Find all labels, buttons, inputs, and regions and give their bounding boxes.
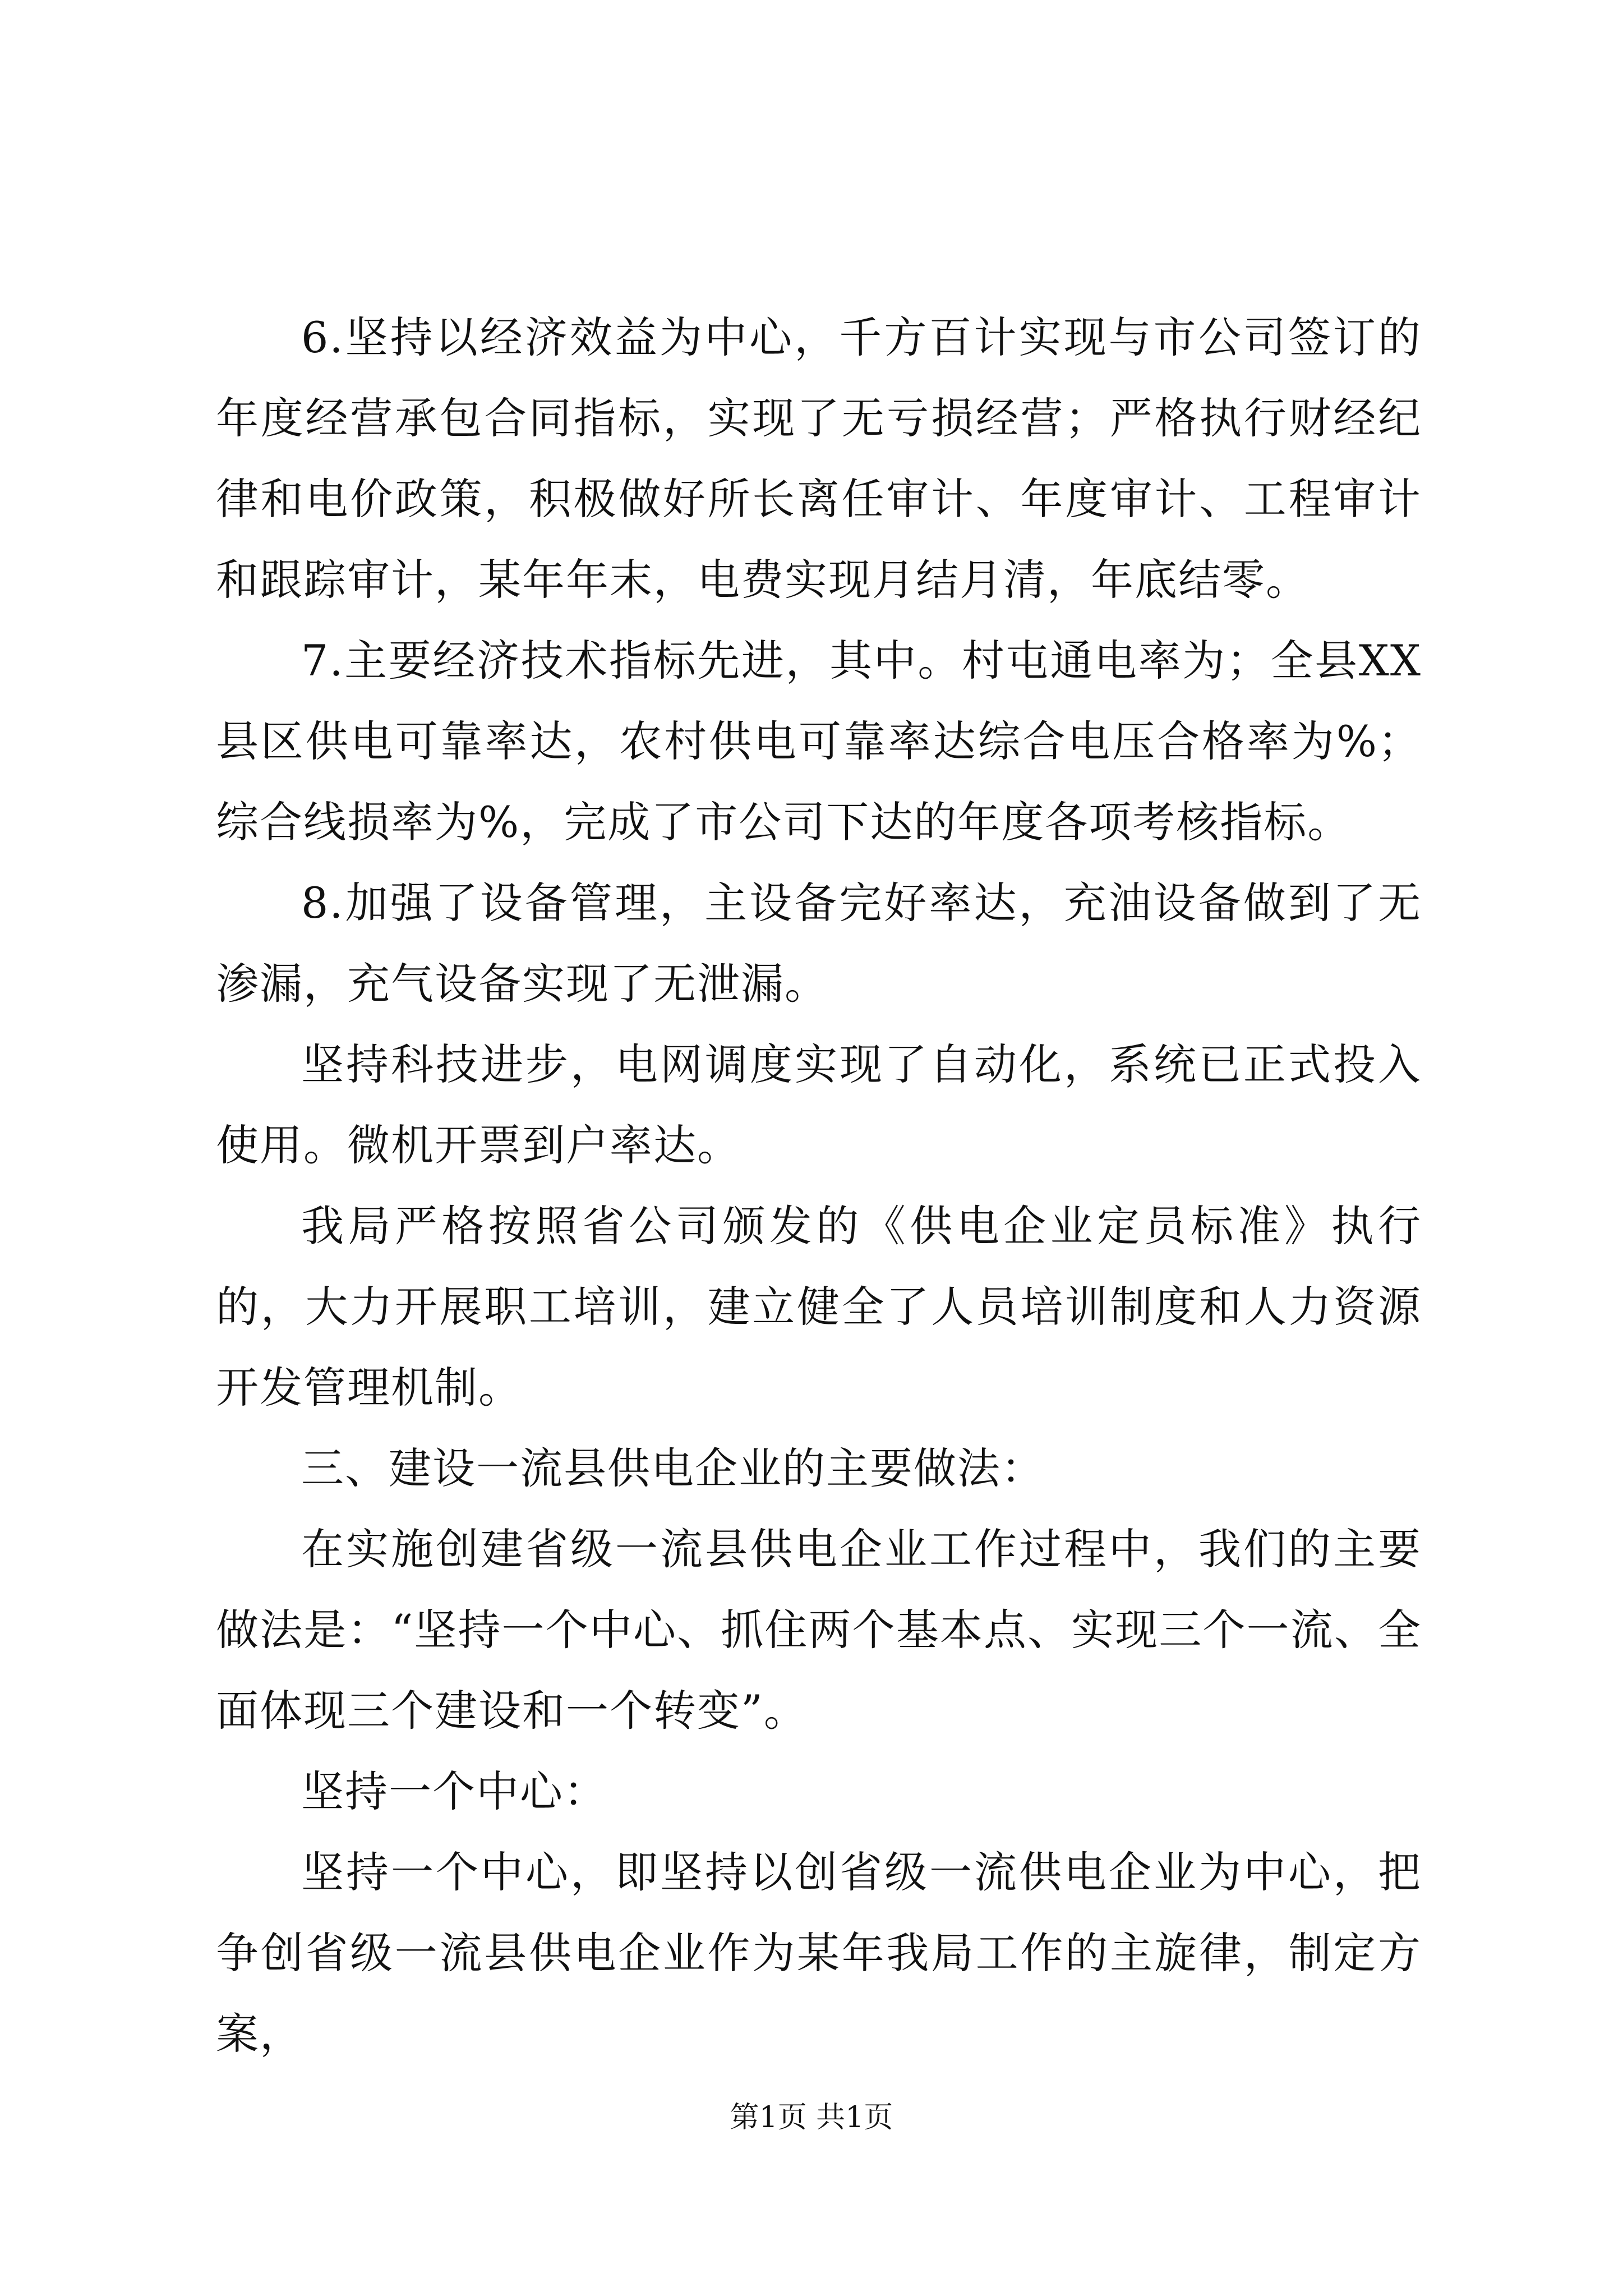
paragraph-7: 在实施创建省级一流县供电企业工作过程中，我们的主要做法是：“坚持一个中心、抓住两个基本点、实现三个一流、全面体现三个建设和一个转变”。 [216, 1524, 1422, 1736]
document-body [216, 297, 1422, 2074]
subsection-heading: 坚持一个中心： [301, 1766, 607, 1816]
paragraph-2: 7.主要经济技术指标先进，其中。村屯通电率为；全县XX县区供电可靠率达，农村供电可靠率达综合电压合格率为%；综合线损率为%，完成了市公司下达的年度各项考核指标。 [216, 636, 1422, 847]
paragraph-9: 坚持一个中心，即坚持以创省级一流供电企业为中心，把争创省级一流县供电企业作为某年我局工作的主旋律，制定方案， [216, 1847, 1422, 2059]
section-heading: 三、建设一流县供电企业的主要做法： [301, 1443, 1045, 1493]
paragraph-3: 8.加强了设备管理，主设备完好率达，充油设备做到了无渗漏，充气设备实现了无泄漏。 [216, 878, 1422, 1009]
paragraph-5: 我局严格按照省公司颁发的《供电企业定员标准》执行的，大力开展职工培训，建立健全了人员培训制度和人力资源开发管理机制。 [216, 1201, 1422, 1412]
paragraph-1: 6.坚持以经济效益为中心，千方百计实现与市公司签订的年度经营承包合同指标，实现了无亏损经营；严格执行财经纪律和电价政策，积极做好所长离任审计、年度审计、工程审计和跟踪审计，某年年末，电费实现月结月清，年底结零。 [216, 312, 1422, 605]
page-footer: 第1页 共1页 [730, 2101, 893, 2134]
paragraph-4: 坚持科技进步，电网调度实现了自动化，系统已正式投入使用。微机开票到户率达。 [216, 1039, 1422, 1170]
